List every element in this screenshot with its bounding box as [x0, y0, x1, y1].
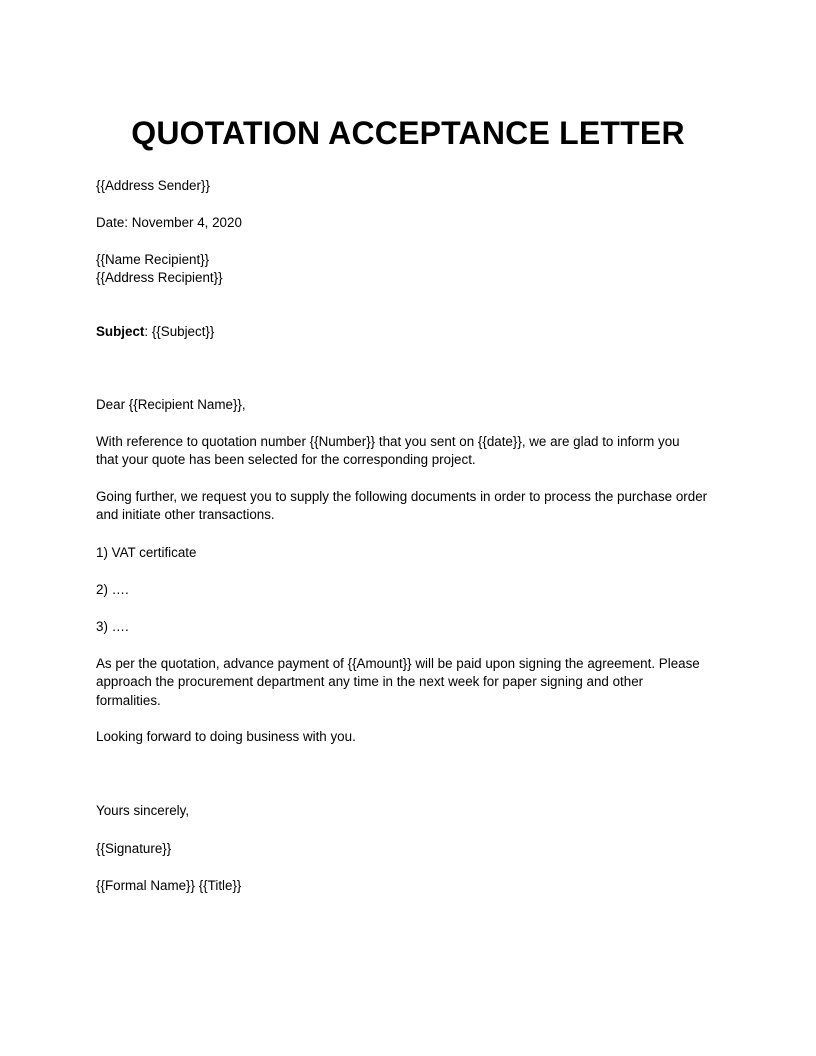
- signature-placeholder: {{Signature}}: [96, 841, 172, 856]
- subject-value: : {{Subject}}: [144, 324, 215, 339]
- paragraph-line: approach the procurement department any time in the next week for paper signing and other: [96, 674, 644, 690]
- subject-line: [96, 323, 726, 341]
- paragraph-documents-request: [96, 488, 726, 525]
- list-item: 3) ….: [96, 619, 129, 634]
- address-sender: {{Address Sender}}: [96, 178, 210, 193]
- address-recipient: {{Address Recipient}}: [96, 270, 223, 285]
- paragraph-payment: [96, 655, 726, 710]
- formal-name-title: {{Formal Name}} {{Title}}: [96, 878, 242, 893]
- sign-off: Yours sincerely,: [96, 803, 190, 818]
- date-line: Date: November 4, 2020: [96, 215, 242, 230]
- paragraph-line: As per the quotation, advance payment of {{Amount}} will be paid upon signing the agreement. Please: [96, 656, 700, 671]
- paragraph-line: and initiate other transactions.: [96, 507, 275, 523]
- document-title: QUOTATION ACCEPTANCE LETTER: [131, 115, 685, 151]
- paragraph-line: formalities.: [96, 692, 161, 708]
- name-recipient: {{Name Recipient}}: [96, 252, 210, 267]
- subject-label: Subject: [96, 324, 145, 339]
- list-item: 1) VAT certificate: [96, 545, 197, 560]
- salutation: Dear {{Recipient Name}},: [96, 397, 246, 412]
- paragraph-reference: [96, 433, 726, 470]
- paragraph-line: With reference to quotation number {{Number}} that you sent on {{date}}, we are glad to inform you: [96, 434, 680, 449]
- list-item: 2) ….: [96, 582, 129, 597]
- closing-line: Looking forward to doing business with you.: [96, 729, 356, 744]
- paragraph-line: that your quote has been selected for the corresponding project.: [96, 452, 476, 468]
- paragraph-line: Going further, we request you to supply the following documents in order to process the purchase order: [96, 489, 708, 504]
